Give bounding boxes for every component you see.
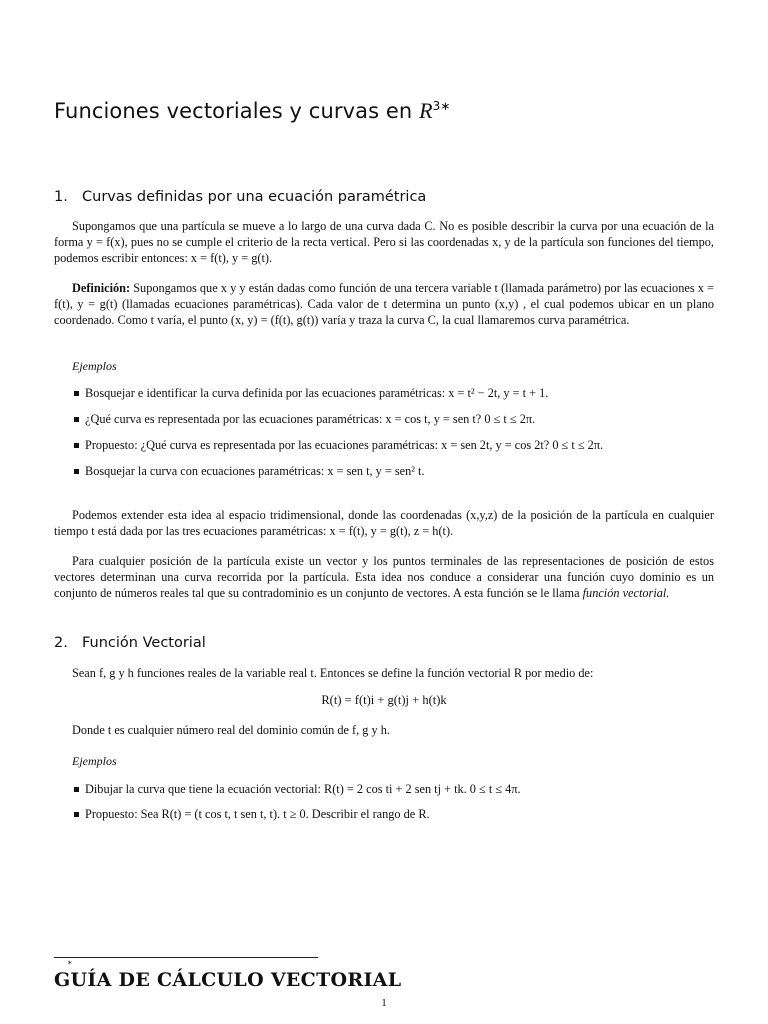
list-item bbox=[74, 412, 535, 427]
examples-label-2: Ejemplos bbox=[72, 754, 117, 768]
footnote-rule bbox=[54, 957, 318, 958]
list-item bbox=[74, 782, 521, 797]
bullet-icon bbox=[74, 443, 79, 448]
bullet-icon bbox=[74, 469, 79, 474]
list-item bbox=[74, 386, 548, 401]
section-2-title: Función Vectorial bbox=[82, 635, 206, 651]
section-1-number: 1. bbox=[54, 189, 68, 205]
title-text: Funciones vectoriales y curvas en bbox=[54, 99, 413, 123]
list-item bbox=[74, 464, 425, 479]
vector-equation: R(t) = f(t)i + g(t)j + h(t)k bbox=[321, 693, 447, 707]
bullet-icon bbox=[74, 812, 79, 817]
definition-text: Supongamos que x y y están dadas como función de una tercera variable t (llamada parámetro) por las ecuaciones x = f(t), y = g(t) (llamadas ecuaciones paramétricas). Cada valor de t determina un punto (x,y) , el cual podemos ubicar en un plano coordenado. Como t varía, el punto (x, y) = (f(t), g(t)) varía y traza la curva C, la cual llamaremos curva paramétrica. bbox=[54, 281, 714, 327]
section-1-title: Curvas definidas por una ecuación paramétrica bbox=[82, 189, 427, 205]
list-item-text: Bosquejar la curva con ecuaciones paramétricas: x = sen t, y = sen² t. bbox=[85, 464, 425, 478]
list-item bbox=[74, 807, 430, 822]
footnote-text: GUÍA DE CÁLCULO VECTORIAL bbox=[54, 969, 402, 991]
section-1-paragraph-1: Supongamos que una partícula se mueve a lo largo de una curva dada C. No es posible describir la curva por una ecuación de la forma y = f(x), pues no se cumple el criterio de la recta vertical. Pero si las coordenadas x, y de la partícula son funciones del tiempo, podemos escribir entonces: x = f(t), y = g(t). bbox=[54, 219, 714, 265]
list-item-text: Propuesto: Sea R(t) = (t cos t, t sen t, t). t ≥ 0. Describir el rango de R. bbox=[85, 807, 430, 821]
section-2-paragraph-1: Sean f, g y h funciones reales de la variable real t. Entonces se define la función vectorial R por medio de: bbox=[72, 666, 594, 680]
section-1-heading bbox=[54, 189, 426, 205]
section-1-paragraph-3-text: Para cualquier posición de la partícula existe un vector y los puntos terminales de las representaciones de posición de estos vectores determinan una curva recorrida por la partícula. Esta idea nos conduce a considerar una función cuyo dominio es un conjunto de números reales tal que su contradominio es un conjunto de vectores. A esta función se le llama bbox=[54, 554, 714, 600]
bullet-icon bbox=[74, 391, 79, 396]
section-2-paragraph-2: Donde t es cualquier número real del dominio común de f, g y h. bbox=[72, 723, 390, 737]
page-title bbox=[54, 98, 451, 124]
definition-paragraph bbox=[54, 280, 714, 328]
section-1-paragraph-3-emphasis: función vectorial. bbox=[582, 586, 670, 600]
list-item-text: Dibujar la curva que tiene la ecuación vectorial: R(t) = 2 cos ti + 2 sen tj + tk. 0 ≤ t ≤ 4π. bbox=[85, 782, 521, 796]
page-number: 1 bbox=[381, 997, 387, 1009]
footnote-mark: ∗ bbox=[67, 958, 73, 967]
definition-label: Definición: bbox=[72, 281, 131, 295]
bullet-icon bbox=[74, 417, 79, 422]
title-superscript: 3∗ bbox=[432, 99, 451, 113]
section-2-heading bbox=[54, 635, 206, 651]
list-item-text: Bosquejar e identificar la curva definida por las ecuaciones paramétricas: x = t² − 2t, y = t + 1. bbox=[85, 386, 549, 400]
list-item-text: ¿Qué curva es representada por las ecuaciones paramétricas: x = cos t, y = sen t? 0 ≤ t ≤ 2π. bbox=[85, 412, 536, 426]
list-item-text: Propuesto: ¿Qué curva es representada por las ecuaciones paramétricas: x = sen 2t, y = cos 2t? 0 ≤ t ≤ 2π. bbox=[85, 438, 604, 452]
section-2-number: 2. bbox=[54, 635, 68, 651]
list-item bbox=[74, 438, 603, 453]
title-math: R bbox=[419, 98, 433, 123]
section-1-paragraph-2: Podemos extender esta idea al espacio tridimensional, donde las coordenadas (x,y,z) de la posición de la partícula en cualquier tiempo t está dada por las tres ecuaciones paramétricas: x = f(t), y = g(t), z = h(t). bbox=[54, 508, 714, 538]
examples-label-1: Ejemplos bbox=[72, 359, 117, 373]
section-1-paragraph-3 bbox=[54, 553, 714, 601]
bullet-icon bbox=[74, 787, 79, 792]
